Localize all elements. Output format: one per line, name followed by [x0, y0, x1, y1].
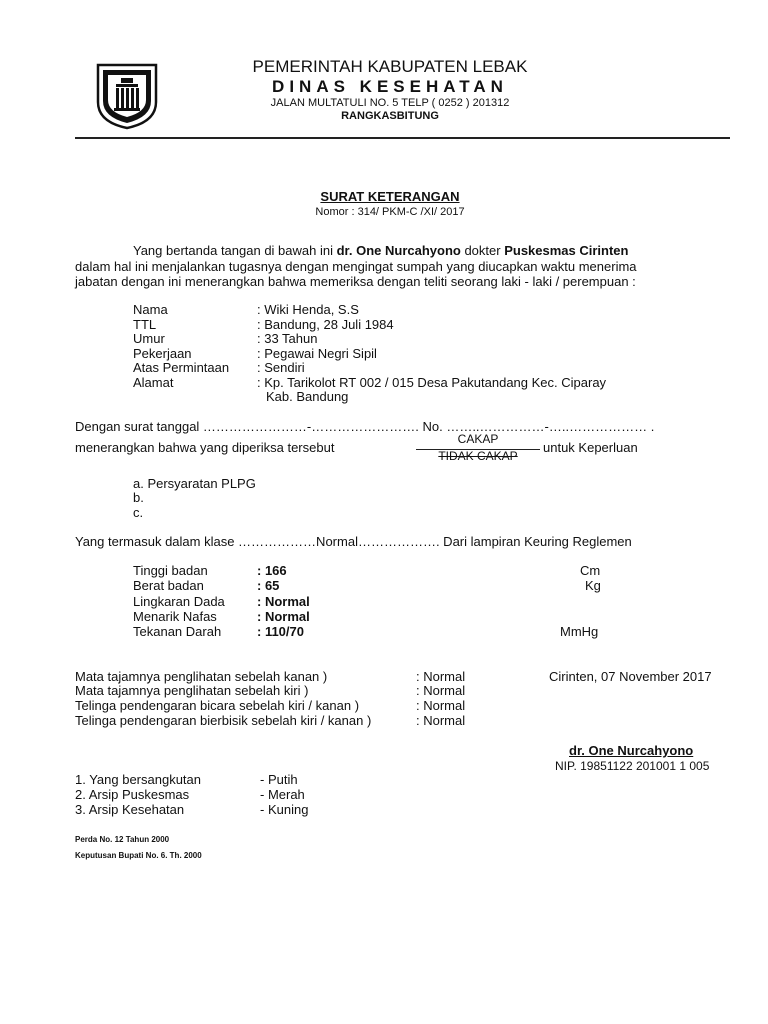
identity-label: Pekerjaan — [133, 346, 192, 361]
sense-label: Mata tajamnya penglihatan sebelah kiri ) — [75, 683, 309, 698]
purpose-item: b. — [133, 490, 144, 505]
tidak-cakap-option: TIDAK CAKAP — [438, 449, 518, 463]
measurement-label: Tinggi badan — [133, 563, 208, 578]
signatory-nip: NIP. 19851122 201001 1 005 — [555, 759, 710, 773]
measurement-unit: Kg — [585, 578, 601, 593]
sense-value: : Normal — [416, 713, 466, 728]
distribution-label: 2. Arsip Puskesmas — [75, 787, 190, 802]
address-continuation: Kab. Bandung — [266, 389, 349, 404]
measurement-unit: Cm — [580, 563, 601, 578]
measurement-label: Lingkaran Dada — [133, 594, 225, 609]
measurement-value: : Normal — [257, 609, 310, 624]
distribution-color: - Kuning — [260, 802, 309, 817]
measurement-value: : 166 — [257, 563, 287, 578]
intro-line-1 — [133, 243, 628, 258]
signatory-name: dr. One Nurcahyono — [569, 743, 694, 758]
purpose-item: a. Persyaratan PLPG — [133, 476, 256, 491]
intro-text: Yang bertanda tangan di bawah ini — [133, 243, 337, 258]
footer-regulation: Perda No. 12 Tahun 2000 — [75, 835, 170, 844]
identity-value: : Kp. Tarikolot RT 002 / 015 Desa Pakutandang Kec. Ciparay — [257, 375, 607, 390]
identity-value: : 33 Tahun — [257, 331, 318, 346]
intro-text: dokter — [460, 243, 505, 258]
identity-label: Alamat — [133, 375, 174, 390]
distribution-color: - Merah — [260, 787, 305, 802]
footer-decree: Keputusan Bupati No. 6. Th. 2000 — [75, 851, 202, 860]
measurement-label: Menarik Nafas — [133, 609, 217, 624]
identity-value: : Bandung, 28 Juli 1984 — [257, 317, 394, 332]
sense-value: : Normal — [416, 683, 466, 698]
header-department: DINAS KESEHATAN — [272, 77, 508, 96]
examination-statement: menerangkan bahwa yang diperiksa tersebut — [75, 440, 335, 455]
cakap-option: CAKAP — [457, 432, 499, 446]
doctor-name: dr. One Nurcahyono — [336, 243, 461, 258]
sense-value: : Normal — [416, 669, 466, 684]
measurement-value: : 110/70 — [257, 624, 304, 639]
header-address: JALAN MULTATULI NO. 5 TELP ( 0252 ) 201312 — [270, 97, 510, 109]
class-statement: Yang termasuk dalam klase ………………Normal………………. Dari lampiran Keuring Reglemen — [75, 534, 632, 549]
measurement-value: : 65 — [257, 578, 280, 593]
distribution-color: - Putih — [260, 772, 298, 787]
intro-line-2: dalam hal ini menjalankan tugasnya dengan mengingat sumpah yang diucapkan waktu menerima — [75, 259, 637, 274]
intro-line-3: jabatan dengan ini menerangkan bahwa memeriksa dengan teliti seorang laki - laki / perempuan : — [75, 274, 636, 289]
kabupaten-lebak-emblem — [94, 62, 160, 130]
document-number: Nomor : 314/ PKM-C /XI/ 2017 — [315, 206, 465, 218]
measurement-label: Tekanan Darah — [133, 624, 222, 639]
header-government: PEMERINTAH KABUPATEN LEBAK — [252, 57, 528, 76]
clinic-name: Puskesmas Cirinten — [504, 243, 629, 258]
measurement-value: : Normal — [257, 594, 310, 609]
measurement-unit: MmHg — [560, 624, 599, 639]
purpose-label: untuk Keperluan — [543, 440, 638, 455]
place-date: Cirinten, 07 November 2017 — [549, 669, 712, 684]
identity-value: : Sendiri — [257, 360, 305, 375]
identity-value: : Wiki Henda, S.S — [257, 302, 359, 317]
header-city: RANGKASBITUNG — [341, 110, 439, 122]
purpose-item: c. — [133, 505, 144, 520]
identity-label: Nama — [133, 302, 168, 317]
sense-label: Mata tajamnya penglihatan sebelah kanan ) — [75, 669, 328, 684]
sense-label: Telinga pendengaran bicara sebelah kiri / kanan ) — [75, 698, 360, 713]
identity-label: TTL — [133, 317, 157, 332]
identity-label: Atas Permintaan — [133, 360, 230, 375]
sense-label: Telinga pendengaran bierbisik sebelah kiri / kanan ) — [75, 713, 372, 728]
header-rule — [75, 137, 730, 139]
sense-value: : Normal — [416, 698, 466, 713]
identity-value: : Pegawai Negri Sipil — [257, 346, 377, 361]
distribution-label: 1. Yang bersangkutan — [75, 772, 202, 787]
identity-label: Umur — [133, 331, 165, 346]
distribution-label: 3. Arsip Kesehatan — [75, 802, 185, 817]
reference-letter-line: Dengan surat tanggal ……………………-……………………. No. ……..……………-…..……………… . — [75, 419, 655, 434]
document-title: SURAT KETERANGAN — [320, 189, 460, 204]
measurement-label: Berat badan — [133, 578, 204, 593]
